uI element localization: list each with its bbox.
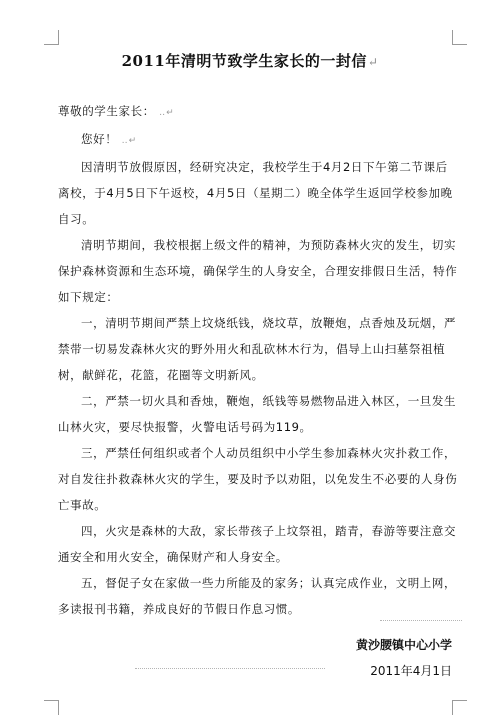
signature-date: 2011年4月1日 xyxy=(370,664,452,678)
paragraph-7: 五，督促子女在家做一些力所能及的家务；认真完成作业，文明上网，多读报刊书籍，养成良好的节假日作息习惯。 xyxy=(58,576,457,616)
paragraph-return-mark: ↵ xyxy=(367,55,379,69)
document-title-text: 2011年清明节致学生家长的一封信 xyxy=(121,52,367,70)
paragraph-2: 清明节期间，我校根据上级文件的精神，为预防森林火灾的发生，切实保护森林资源和生态环境，确保学生的人身安全，合理安排假日生活，特作如下规定： xyxy=(58,238,458,304)
paragraph-6: 四，火灾是森林的大敌，家长带孩子上坟祭祖，踏青，春游等要注意交通安全和用火安全，确保财产和人身安全。 xyxy=(58,524,457,564)
dotted-tab-leader xyxy=(380,620,462,621)
page-corner-mark-bottom-left xyxy=(44,700,59,715)
signature-school: 黄沙腰镇中心小学 xyxy=(355,638,452,652)
paragraph-3: 一，清明节期间严禁上坟烧纸钱，烧坟草，放鞭炮，点香烛及玩烟，严禁带一切易发森林火灾的野外用火和乱砍林木行为，倡导上山扫墓祭祖植树，献鲜花，花篮，花圈等文明新风。 xyxy=(58,316,457,382)
greeting: 您好！ xyxy=(81,132,118,146)
paragraph-1: 因清明节放假原因，经研究决定，我校学生于4月2日下午第二节课后离校，于4月5日下午返校，4月5日（星期二）晚全体学生返回学校参加晚自习。 xyxy=(58,160,453,226)
salutation: 尊敬的学生家长： xyxy=(58,104,155,118)
page-corner-mark-top-left xyxy=(44,30,59,45)
page-corner-mark-top-right xyxy=(452,30,467,45)
formatting-marks: ‥↵ xyxy=(159,108,175,118)
dotted-tab-leader xyxy=(135,668,325,669)
letter-body[interactable] xyxy=(58,98,458,622)
greeting-line xyxy=(58,126,458,154)
formatting-marks: ‥↵ xyxy=(121,136,138,146)
document-title[interactable] xyxy=(0,50,500,71)
paragraph-4: 二，严禁一切火具和香烛，鞭炮，纸钱等易燃物品进入林区，一旦发生山林火灾，要尽快报警，火警电话号码为119。 xyxy=(58,394,457,434)
paragraph-5: 三，严禁任何组织或者个人动员组织中小学生参加森林火灾扑救工作，对自发往扑救森林火灾的学生，要及时予以劝阻，以免发生不必要的人身伤亡事故。 xyxy=(58,446,458,512)
page-corner-mark-bottom-right xyxy=(452,700,467,715)
salutation-line xyxy=(58,98,458,126)
signature-block[interactable] xyxy=(356,632,452,684)
